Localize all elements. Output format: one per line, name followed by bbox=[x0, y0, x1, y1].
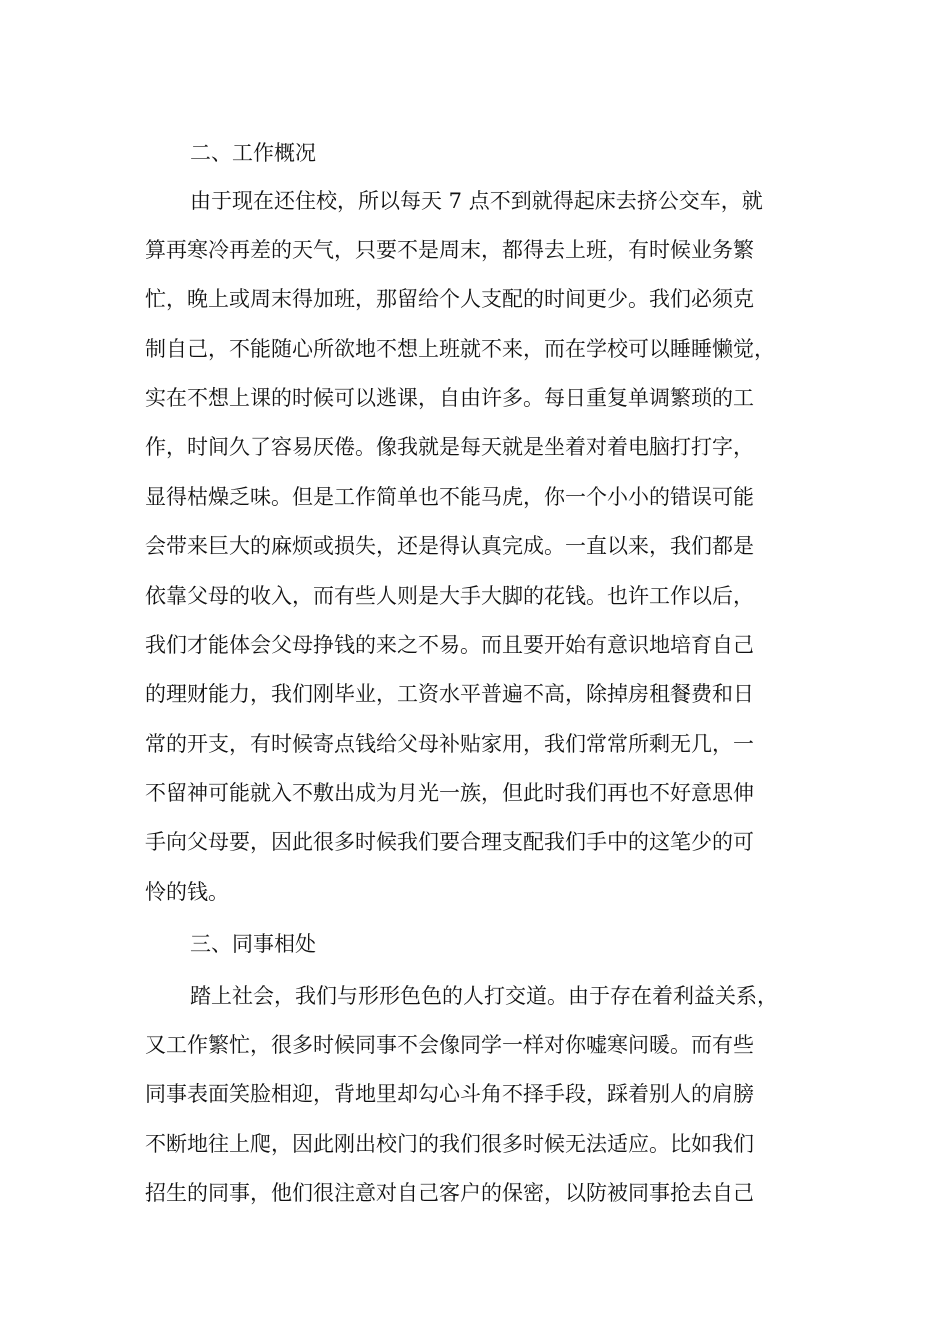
paragraph-line: 我们才能体会父母挣钱的来之不易。而且要开始有意识地培育自己 bbox=[145, 633, 754, 657]
paragraph-line: 踏上社会，我们与形形色色的人打交道。由于存在着利益关系， bbox=[190, 984, 778, 1008]
paragraph-line: 同事表面笑脸相迎，背地里却勾心斗角不择手段，踩着别人的肩膀 bbox=[145, 1082, 754, 1106]
paragraph-line: 常的开支，有时候寄点钱给父母补贴家用，我们常常所剩无几，一 bbox=[145, 732, 754, 756]
paragraph-line: 算再寒冷再差的天气，只要不是周末，都得去上班，有时候业务繁 bbox=[145, 238, 754, 262]
paragraph-line: 会带来巨大的麻烦或损失，还是得认真完成。一直以来，我们都是 bbox=[145, 534, 754, 558]
paragraph-line: 实在不想上课的时候可以逃课，自由许多。每日重复单调繁琐的工 bbox=[145, 386, 754, 410]
paragraph-line: 显得枯燥乏味。但是工作简单也不能马虎，你一个小小的错误可能 bbox=[145, 485, 754, 509]
paragraph-line: 的理财能力，我们刚毕业，工资水平普遍不高，除掉房租餐费和日 bbox=[145, 682, 754, 706]
paragraph-line: 怜的钱。 bbox=[145, 880, 229, 904]
paragraph-line: 忙，晚上或周末得加班，那留给个人支配的时间更少。我们必须克 bbox=[145, 287, 754, 311]
paragraph-line: 手向父母要，因此很多时候我们要合理支配我们手中的这笔少的可 bbox=[145, 830, 754, 854]
section-heading: 三、同事相处 bbox=[190, 932, 316, 956]
paragraph-line: 依靠父母的收入，而有些人则是大手大脚的花钱。也许工作以后， bbox=[145, 584, 754, 608]
paragraph-line: 又工作繁忙，很多时候同事不会像同学一样对你嘘寒问暖。而有些 bbox=[145, 1033, 754, 1057]
paragraph-line: 招生的同事，他们很注意对自己客户的保密，以防被同事抢去自己 bbox=[145, 1181, 754, 1205]
paragraph-line: 由于现在还住校，所以每天 7 点不到就得起床去挤公交车，就 bbox=[190, 189, 763, 213]
paragraph-line: 不留神可能就入不敷出成为月光一族，但此时我们再也不好意思伸 bbox=[145, 781, 754, 805]
section-heading: 二、工作概况 bbox=[190, 141, 316, 165]
paragraph-line: 制自己，不能随心所欲地不想上班就不来，而在学校可以睡睡懒觉， bbox=[145, 337, 775, 361]
paragraph-line: 作，时间久了容易厌倦。像我就是每天就是坐着对着电脑打打字， bbox=[145, 435, 754, 459]
paragraph-line: 不断地往上爬，因此刚出校门的我们很多时候无法适应。比如我们 bbox=[145, 1132, 754, 1156]
